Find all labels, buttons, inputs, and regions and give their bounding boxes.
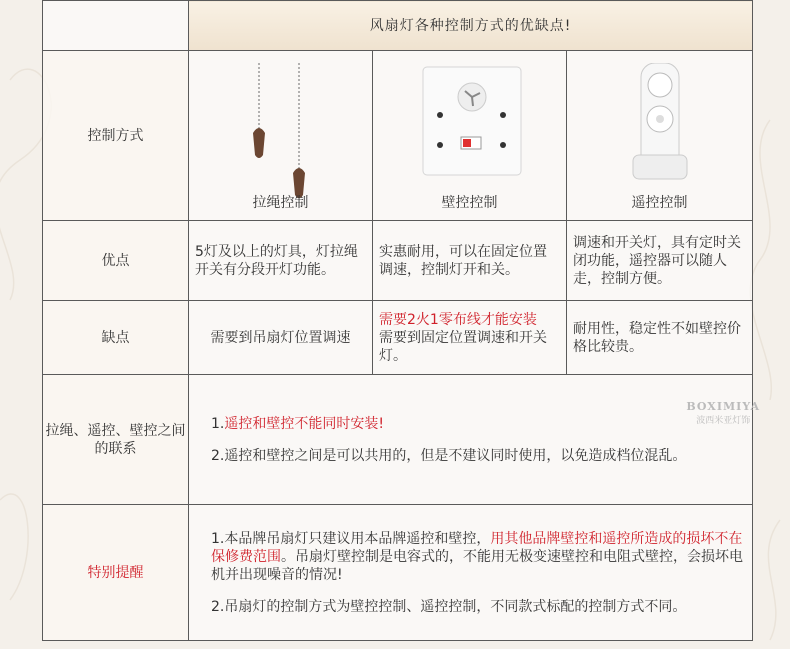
reminder-note-2: 2.吊扇灯的控制方式为壁控控制、遥控控制，不同款式标配的控制方式不同。 — [211, 598, 687, 615]
pull-chain-caption: 拉绳控制 — [252, 195, 309, 211]
reminder-note-1-b: 。吊扇灯壁控制是电容式的，不能用无极变速壁控和电阻式壁控，会损坏电机并出现噪音的情况! — [211, 548, 743, 583]
pull-chain-image — [189, 63, 373, 213]
cons-wall-text: 需要到固定位置调速和开关灯。 — [379, 329, 547, 364]
cons-wall-control — [373, 301, 567, 375]
row-label-relation: 拉绳、遥控、壁控之间的联系 — [43, 375, 189, 505]
reminder-note-1 — [211, 530, 752, 584]
brand-logo-sub: 波西米亚灯饰 — [696, 416, 751, 426]
relation-note-1-warning: 遥控和壁控不能同时安装! — [224, 415, 384, 432]
reminder-note-1-warning: 用其他品牌壁控和遥控所造成的损坏不在保修费范围 — [211, 530, 743, 565]
relation-note-1 — [211, 415, 752, 433]
cons-remote-control: 耐用性，稳定性不如壁控价格比较贵。 — [567, 301, 753, 375]
reminder-notes — [189, 505, 753, 641]
comparison-table — [42, 0, 753, 641]
remote-image — [567, 63, 753, 213]
wall-control-caption: 壁控控制 — [441, 195, 498, 211]
pros-wall-control: 实惠耐用，可以在固定位置调速，控制灯开和关。 — [373, 221, 567, 301]
pros-pull-chain: 5灯及以上的灯具，灯拉绳开关有分段开灯功能。 — [189, 221, 373, 301]
relation-note-2: 2.遥控和壁控之间是可以共用的，但是不建议同时使用，以免造成档位混乱。 — [211, 447, 687, 464]
pull-chain-cell — [189, 51, 373, 221]
wall-switch-image — [373, 63, 567, 213]
row-label-cons: 缺点 — [43, 301, 189, 375]
cons-pull-chain: 需要到吊扇灯位置调速 — [189, 301, 373, 375]
pros-remote-control: 调速和开关灯，具有定时关闭功能，遥控器可以随人走，控制方便。 — [567, 221, 753, 301]
brand-logo-name: BOXIMIYA — [686, 400, 760, 413]
remote-control-cell — [567, 51, 753, 221]
row-label-reminder: 特别提醒 — [43, 505, 189, 641]
cons-wall-warning: 需要2火1零布线才能安装 — [379, 311, 537, 328]
wall-control-cell — [373, 51, 567, 221]
remote-control-caption: 遥控控制 — [631, 195, 688, 211]
brand-logo — [686, 400, 760, 426]
row-label-control: 控制方式 — [43, 51, 189, 221]
relation-notes — [189, 375, 753, 505]
page-title: 风扇灯各种控制方式的优缺点! — [189, 1, 753, 51]
relation-note-1-prefix: 1. — [211, 415, 225, 432]
row-label-pros: 优点 — [43, 221, 189, 301]
reminder-note-1-a: 1.本品牌吊扇灯只建议用本品牌遥控和壁控， — [211, 530, 491, 547]
blank-corner — [43, 1, 189, 51]
